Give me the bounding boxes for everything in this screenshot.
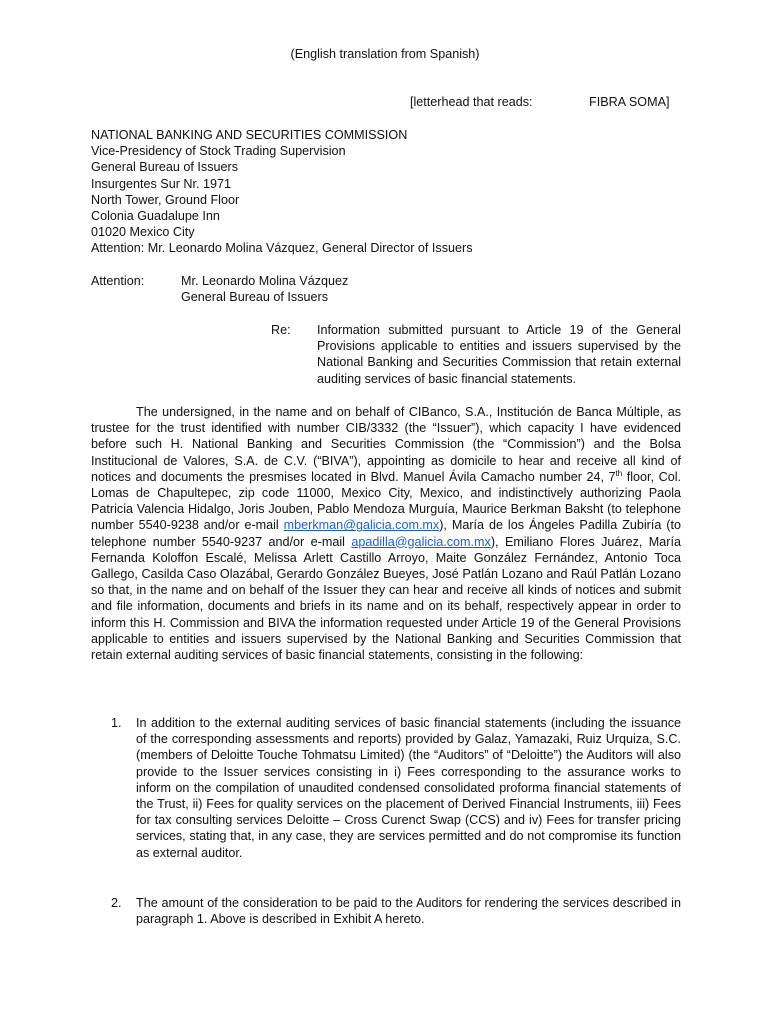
list-number: 1.: [111, 716, 122, 730]
attention-office: General Bureau of Issuers: [181, 290, 329, 305]
re-subject: Information submitted pursuant to Article 19 of the General Provisions applicable to entities and issuers supervised by the National Banking and Securities Commission that retain external auditing services of basic financial statements.: [317, 323, 681, 386]
address-line: NATIONAL BANKING AND SECURITIES COMMISSION: [91, 128, 408, 142]
recipient-address-block: [91, 127, 473, 257]
body-text: ), Emiliano Flores Juárez, María Fernanda Koloffon Escalé, Melissa Arlett Castillo Arroyo, Maite González Fernández, Antonio Toca Gallego, Casilda Caso Olazábal, Gerardo González Bueyes, José Patlán Lozano and Raúl Patlán Lozano so that, in the name and on behalf of the Issuer they can hear and receive all kinds of notices and submit and file information, documents and briefs in its name and on its behalf, respectively appear in order to inform this H. Commission and BIVA the information requested under Article 19 of the General Provisions applicable to entities and issuers supervised by the National Banking and Securities Commission that retain external auditing services of basic financial statements, consisting in the following:: [91, 534, 681, 663]
ordinal-suffix: th: [615, 468, 623, 478]
address-line: Attention: Mr. Leonardo Molina Vázquez, General Director of Issuers: [91, 241, 473, 256]
body-paragraph: [91, 404, 681, 663]
attention-name: Mr. Leonardo Molina Vázquez: [181, 274, 349, 288]
letterhead-name: FIBRA SOMA]: [589, 95, 670, 109]
address-line: North Tower, Ground Floor: [91, 192, 240, 207]
list-number: 2.: [111, 896, 122, 910]
list-text: In addition to the external auditing services of basic financial statements (including the issuance of the corresponding assessments and reports) provided by Galaz, Yamazaki, Ruiz Urquiza, S.C. (members of Deloitte Touche Tohmatsu Limited) (the “Auditors” of “Deloitte”) the Auditors will also provide to the Issuer services consisting in i) Fees corresponding to the assurance works to inform on the compilation of unaudited condensed consolidated proforma financial statements of the Trust, ii) Fees for quality services on the placement of Derived Financial Instruments, iii) Fees for tax consulting services Deloitte – Cross Curenct Swap (CCS) and iv) Fees for transfer pricing services, stating that, in any case, they are services permitted and do not compromise its function as external auditor.: [136, 716, 681, 860]
translation-note: (English translation from Spanish): [290, 47, 480, 61]
address-line: Colonia Guadalupe Inn: [91, 209, 220, 224]
list-item: [91, 895, 681, 927]
re-label: Re:: [271, 323, 291, 337]
list-text: The amount of the consideration to be paid to the Auditors for rendering the services described in paragraph 1. Above is described in Exhibit A hereto.: [136, 896, 681, 927]
address-line: 01020 Mexico City: [91, 225, 195, 240]
attention-block: [181, 273, 348, 305]
address-line: General Bureau of Issuers: [91, 160, 239, 175]
email-link-apadilla[interactable]: apadilla@galicia.com.mx: [351, 534, 491, 549]
body-text: ), María de los Ángeles Padilla Zubiría (to telephone number 5540-9237 and/or e-mail: [91, 518, 681, 549]
list-item: [91, 715, 681, 861]
address-line: Vice-Presidency of Stock Trading Supervision: [91, 144, 346, 159]
letterhead-label: [letterhead that reads:: [410, 95, 533, 109]
body-text: floor, Col. Lomas de Chapultepec, zip code 11000, Mexico City, Mexico, and indistinctively authorizing Paola Patricia Valencia Hidalgo, Joris Jouben, Pablo Mendoza Murguía, Maurice Berkman Baksht (to telephone number 5540-9238 and/or e-mail: [91, 469, 681, 533]
address-line: Insurgentes Sur Nr. 1971: [91, 176, 232, 191]
attention-label: Attention:: [91, 274, 145, 288]
email-link-mberkman[interactable]: mberkman@galicia.com.mx: [283, 518, 440, 533]
body-text: The undersigned, in the name and on behalf of CIBanco, S.A., Institución de Banca Múltiple, as trustee for the trust identified with number CIB/3332 (the “Issuer”), which capacity I have evidenced before such H. National Banking and Securities Commission (the “Commission”) and the Bolsa Institucional de Valores, S.A. de C.V. (“BIVA”), appointing as domicile to hear and receive all kind of notices and documents the presmises located in Blvd. Manuel Ávila Camacho number 24, 7: [91, 405, 681, 484]
